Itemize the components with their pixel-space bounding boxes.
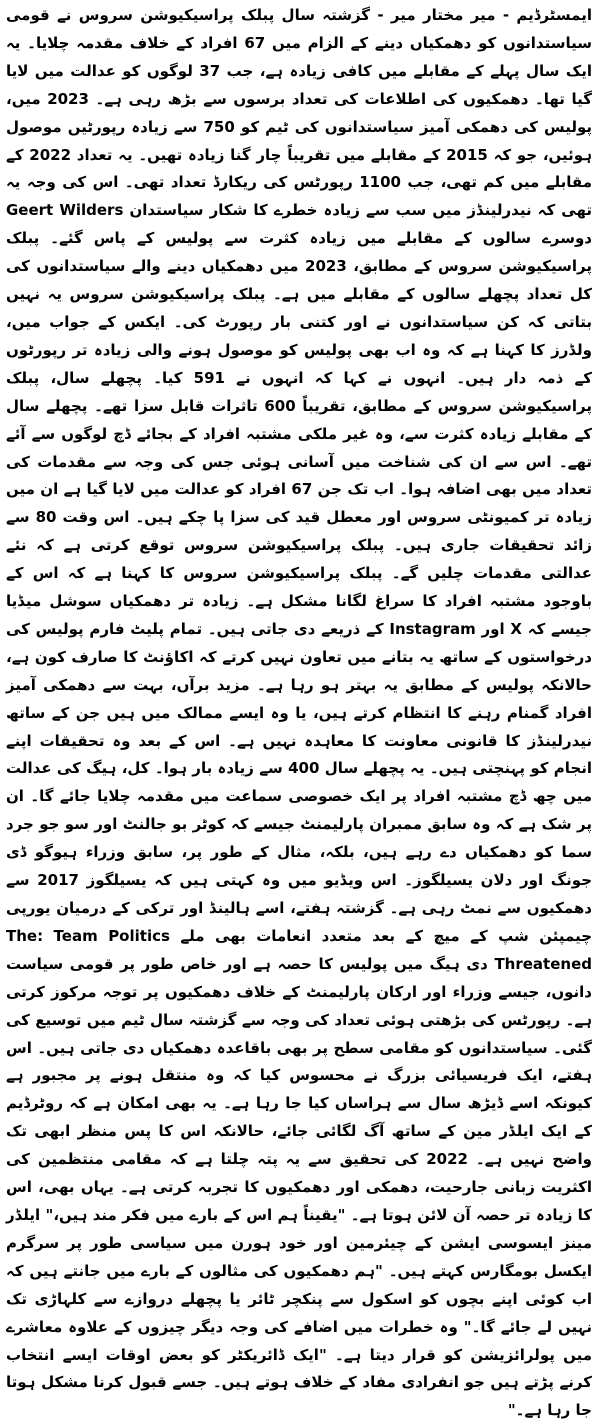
article-body-text: ایمسٹرڈیم - میر مختار میر - گزشتہ سال پبلک پراسیکیوشن سروس نے قومی سیاستدانوں کو دھمکیاں دینے کے الزام میں 67 افراد کے خلاف مقدمہ چلایا۔ یہ ایک سال پہلے کے مقابلے میں کافی زیادہ ہے، جب 37 لوگوں کو عدالت میں لایا گیا تھا۔ دھمکیوں کی اطلاعات کی تعداد برسوں سے بڑھ رہی ہے۔ 2023 میں، پولیس کی دھمکی آمیز سیاستدانوں کی ٹیم کو 750 سے زیادہ رپورٹیں موصول ہوئیں، جو کہ 2015 کے مقابلے میں تقریباً چار گنا زیادہ تھیں۔ یہ تعداد 2022 کے مقابلے میں کم تھی، جب 1100 رپورٹس کی ریکارڈ تعداد تھی۔ اس کی وجہ یہ تھی کہ نیدرلینڈز میں سب سے زیادہ خطرے کا شکار سیاستدان Geert Wilders دوسرے سالوں کے مقابلے میں زیادہ کثرت سے پولیس کے پاس گئے۔ پبلک پراسیکیوشن سروس کے مطابق، 2023 میں دھمکیاں دینے والے سیاستدانوں کی کل تعداد پچھلے سالوں کے مقابلے میں ہے۔ پبلک پراسیکیوشن سروس یہ نہیں بتاتی کہ کن سیاستدانوں نے اور کتنی بار رپورٹ کی۔ ایکس کے جواب میں، ولڈرز کا کہنا ہے کہ وہ اب بھی پولیس کو موصول ہونے والی زیادہ تر رپورٹوں کے ذمہ دار ہیں۔ انہوں نے کہا کہ انہوں نے 591 کیا۔ پچھلے سال، پبلک پراسیکیوشن سروس کے مطابق، تقریباً 600 تاثرات قابل سزا تھے۔ پچھلے سال کے مقابلے زیادہ کثرت سے، وہ غیر ملکی مشتبہ افراد کے بجائے ڈچ لوگوں سے آئے تھے۔ اس سے ان کی شناخت میں آسانی ہوئی جس کی وجہ سے مقدمات کی تعداد میں بھی اضافہ ہوا۔ اب تک جن 67 افراد کو عدالت میں لایا گیا ہے ان میں زیادہ تر کمیونٹی سروس اور معطل قید کی سزا پا چکے ہیں۔ اس وقت 80 سے زائد تحقیقات جاری ہیں۔ پبلک پراسیکیوشن سروس توقع کرتی ہے کہ نئے عدالتی مقدمات چلیں گے۔ پبلک پراسیکیوشن سروس کا کہنا ہے کہ اس کے باوجود مشتبہ افراد کا سراغ لگانا مشکل ہے۔ زیادہ تر دھمکیاں سوشل میڈیا جیسے کہ X اور Instagram کے ذریعے دی جاتی ہیں۔ تمام پلیٹ فارم پولیس کی درخواستوں کے ساتھ یہ بتانے میں تعاون نہیں کرتے کہ اکاؤنٹ کا صارف کون ہے، حالانکہ پولیس کے مطابق یہ بہتر ہو رہا ہے۔ مزید برآں، بہت سے دھمکی آمیز افراد گمنام رہنے کا انتظام کرتے ہیں، یا وہ ایسے ممالک میں ہیں جن کے ساتھ نیدرلینڈز کا قانونی معاونت کا معاہدہ نہیں ہے۔ اس کے بعد وہ تحقیقات اپنے انجام کو پہنچتی ہیں۔ یہ پچھلے سال 400 سے زیادہ بار ہوا۔ کل، ہیگ کی عدالت میں چھ ڈچ مشتبہ افراد پر ایک خصوصی سماعت میں مقدمہ چلایا جائے گا۔ ان پر شک ہے کہ وہ سابق ممبران پارلیمنٹ جیسے کہ کوٹر بو جالنٹ اور سو جو جرد سما کو دھمکیاں دے رہے ہیں، بلکہ، مثال کے طور پر، سابق وزراء ہیوگو ڈی جونگ اور دلان یسیلگوز۔ اس ویڈیو میں وہ کہتی ہیں کہ یسیلگوز 2017 سے دھمکیوں سے نمٹ رہی ہے۔ گزشتہ ہفتے، اسے ہالینڈ اور ترکی کے درمیان یورپی چیمپئن شپ کے میچ کے بعد متعدد انعامات بھی ملے The: Team Politics Threatened دی ہیگ میں پولیس کا حصہ ہے اور خاص طور پر قومی سیاست دانوں، جیسے وزراء اور ارکان پارلیمنٹ کے خلاف دھمکیوں پر توجہ مرکوز کرتی ہے۔ رپورٹس کی بڑھتی ہوئی تعداد کی وجہ سے گزشتہ سال ٹیم میں توسیع کی گئی۔ سیاستدانوں کو مقامی سطح پر بھی باقاعدہ دھمکیاں دی جاتی ہیں۔ اس ہفتے، ایک فریسیائی بزرگ نے محسوس کیا کہ وہ منتقل ہونے پر مجبور ہے کیونکہ اسے ڈیڑھ سال سے ہراساں کیا جا رہا ہے۔ یہ بھی امکان ہے کہ روٹرڈیم کے ایک ایلڈر مین کے ساتھ آگ لگائی جائے، حالانکہ اس کا پس منظر ابھی تک واضح نہیں ہے۔ 2022 کی تحقیق سے یہ پتہ چلتا ہے کہ مقامی منتظمین کی اکثریت زبانی جارحیت، دھمکی اور دھمکیوں کا تجربہ کرتی ہے۔ یہاں بھی، اس کا زیادہ تر حصہ آن لائن ہوتا ہے۔ "یقیناً ہم اس کے بارے میں فکر مند ہیں،" ایلڈر مینز ایسوسی ایشن کے چیئرمین اور خود ہورن میں سیاسی طور پر سرگرم ایکسل بومگارس کہتے ہیں۔ "ہم دھمکیوں کی مثالوں کے بارے میں جانتے ہیں کہ اب کوئی اپنے بچوں کو اسکول سے پنکچر ٹائر یا پچھلے دروازے سے کلہاڑی تک نہیں لے جائے گا۔" وہ خطرات میں اضافے کی وجہ دیگر چیزوں کے علاوہ معاشرے میں پولرائزیشن کو قرار دیتا ہے۔ "ایک ڈائریکٹر کو بعض اوقات ایسے انتخاب کرنے پڑتے ہیں جو انفرادی مفاد کے خلاف ہوتے ہیں۔ جسے قبول کرنا مشکل ہوتا جا رہا ہے۔" (6, 6, 593, 1420)
